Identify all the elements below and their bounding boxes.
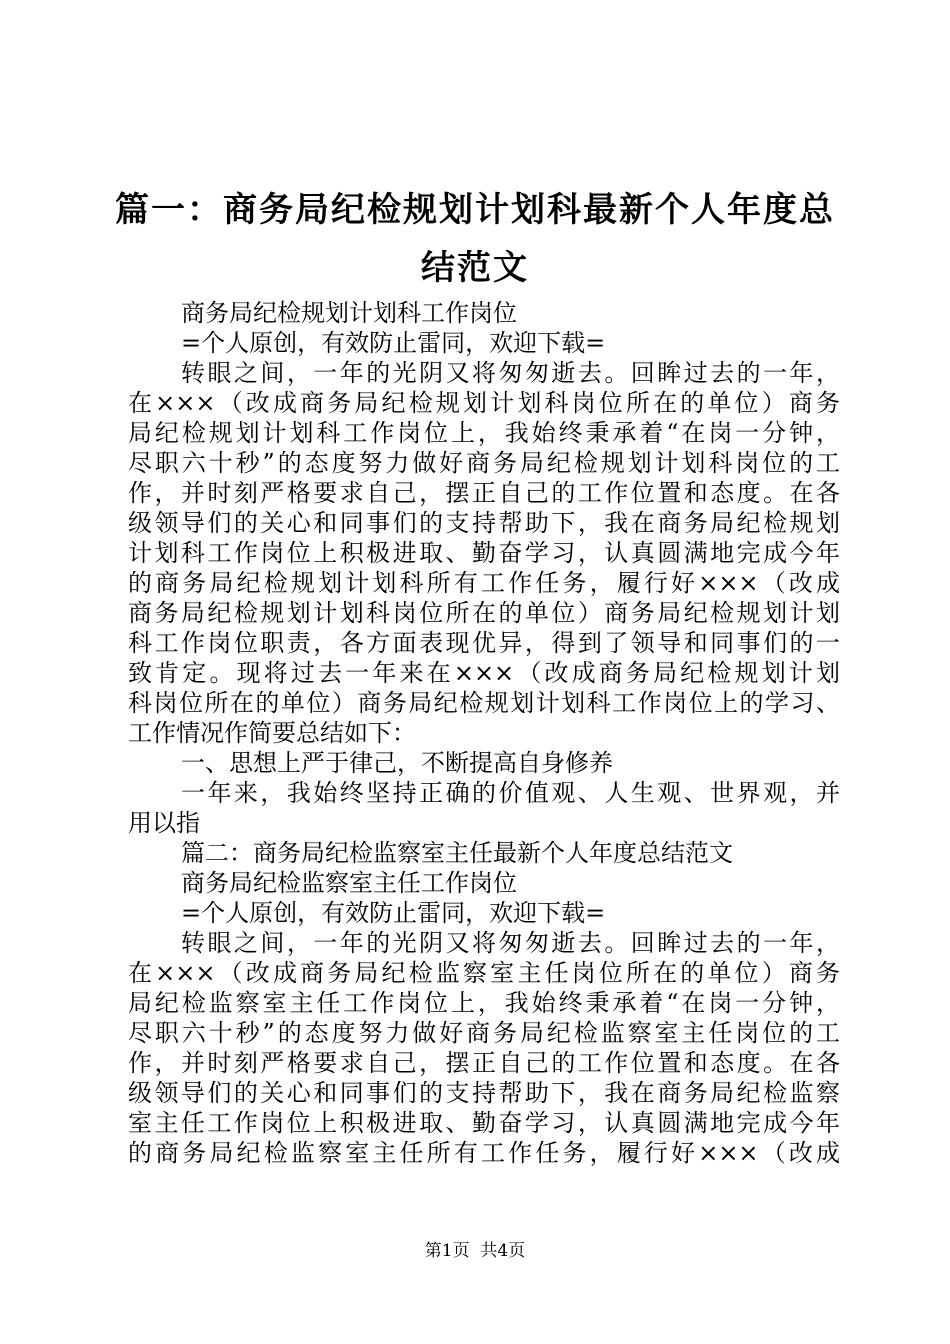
body-text-line: 作，并时刻严格要求自己，摆正自己的工作位置和态度。在各 — [128, 479, 840, 507]
body-text-line: 计划科工作岗位上积极进取、勤奋学习，认真圆满地完成今年 — [128, 539, 840, 567]
body-text-line: 的商务局纪检监察室主任所有工作任务，履行好×××（改成 — [128, 1139, 840, 1167]
body-text-line: 商务局纪检监察室主任工作岗位 — [181, 869, 517, 897]
body-text-line: =个人原创，有效防止雷同，欢迎下载= — [181, 899, 606, 927]
body-text-line: =个人原创，有效防止雷同，欢迎下载= — [181, 329, 606, 357]
body-text-line: 尽职六十秒”的态度努力做好商务局纪检规划计划科岗位的工 — [128, 449, 840, 477]
document-title-line-1: 篇一：商务局纪检规划计划科最新个人年度总 — [115, 190, 835, 230]
body-text-line: 转眼之间，一年的光阴又将匆匆逝去。回眸过去的一年， — [181, 359, 840, 387]
document-body — [128, 298, 840, 1168]
body-text-line: 的商务局纪检规划计划科所有工作任务，履行好×××（改成 — [128, 569, 840, 597]
body-text-line: 级领导们的关心和同事们的支持帮助下，我在商务局纪检监察 — [128, 1079, 840, 1107]
body-text-line: 在×××（改成商务局纪检规划计划科岗位所在的单位）商务 — [128, 389, 840, 417]
body-text-line: 用以指 — [128, 809, 200, 837]
body-text-line: 在×××（改成商务局纪检监察室主任岗位所在的单位）商务 — [128, 959, 840, 987]
body-text-line: 商务局纪检规划计划科工作岗位 — [181, 299, 517, 327]
body-text-line: 工作情况作简要总结如下： — [128, 719, 416, 747]
body-text-line: 局纪检规划计划科工作岗位上，我始终秉承着“在岗一分钟， — [128, 419, 840, 447]
body-text-line: 一、思想上严于律己，不断提高自身修养 — [181, 749, 613, 777]
body-text-line: 尽职六十秒”的态度努力做好商务局纪检监察室主任岗位的工 — [128, 1019, 840, 1047]
body-text-line: 一年来，我始终坚持正确的价值观、人生观、世界观，并 — [181, 779, 840, 807]
body-text-line: 级领导们的关心和同事们的支持帮助下，我在商务局纪检规划 — [128, 509, 840, 537]
page-footer: 第1页 共4页 — [424, 1241, 526, 1261]
body-text-line: 科工作岗位职责，各方面表现优异，得到了领导和同事们的一 — [128, 629, 840, 657]
body-text-line: 室主任工作岗位上积极进取、勤奋学习，认真圆满地完成今年 — [128, 1109, 840, 1137]
body-text-line: 篇二：商务局纪检监察室主任最新个人年度总结范文 — [181, 839, 733, 867]
body-text-line: 科岗位所在的单位）商务局纪检规划计划科工作岗位上的学习、 — [128, 689, 840, 717]
document-title-line-2: 结范文 — [421, 248, 529, 288]
body-text-line: 作，并时刻严格要求自己，摆正自己的工作位置和态度。在各 — [128, 1049, 840, 1077]
body-text-line: 转眼之间，一年的光阴又将匆匆逝去。回眸过去的一年， — [181, 929, 840, 957]
body-text-line: 致肯定。现将过去一年来在×××（改成商务局纪检规划计划 — [128, 659, 840, 687]
body-text-line: 局纪检监察室主任工作岗位上，我始终秉承着“在岗一分钟， — [128, 989, 840, 1017]
body-text-line: 商务局纪检规划计划科岗位所在的单位）商务局纪检规划计划 — [128, 599, 840, 627]
